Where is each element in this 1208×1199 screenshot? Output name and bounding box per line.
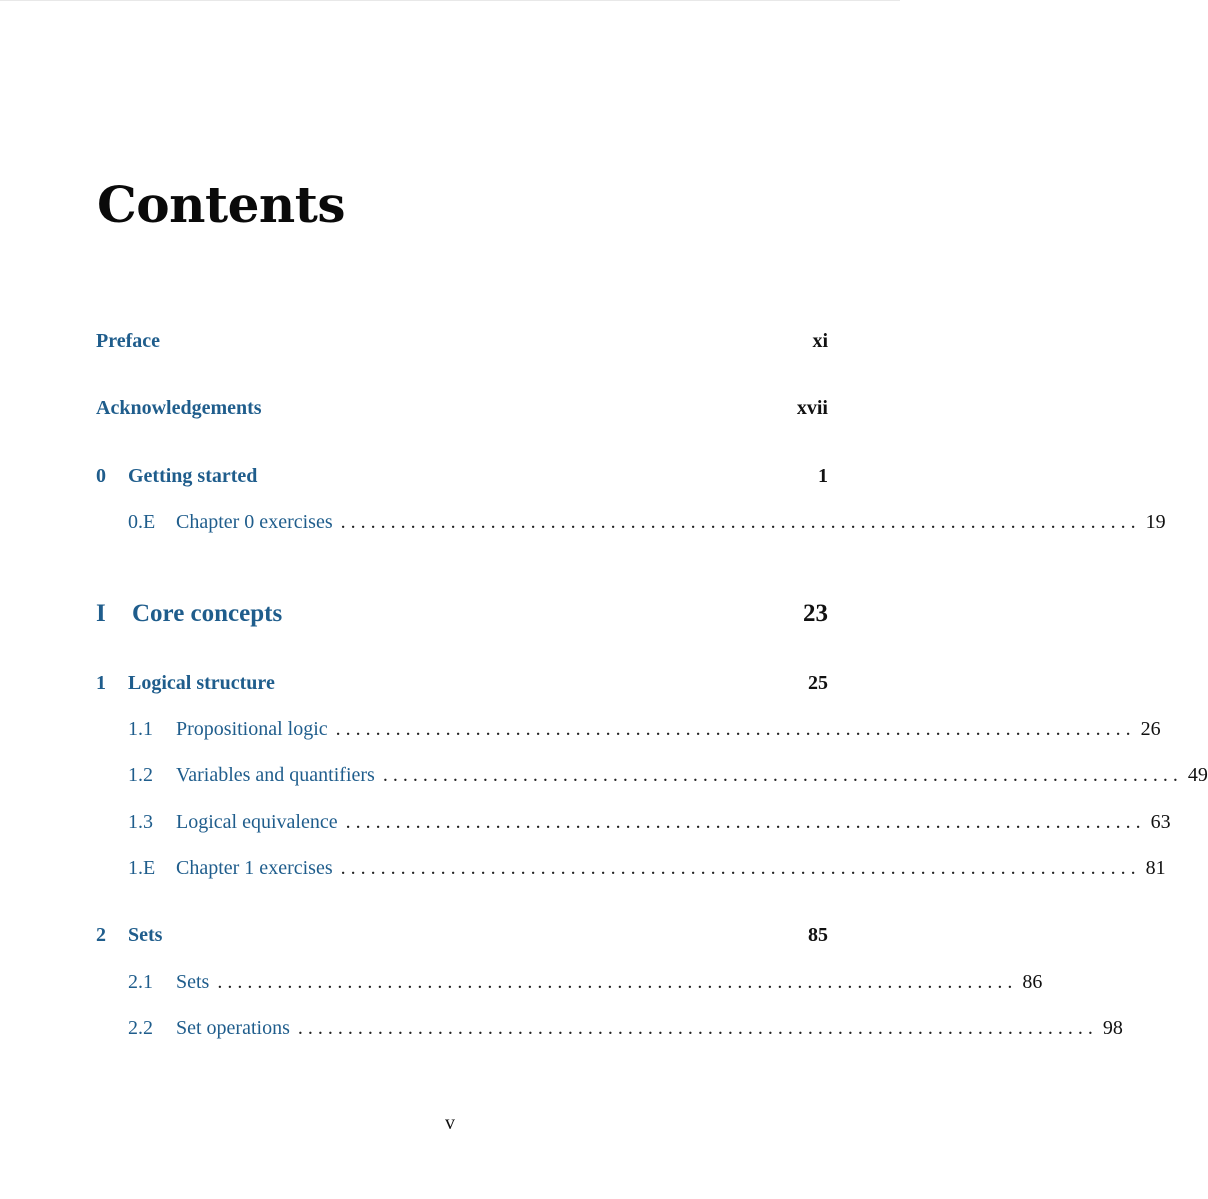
toc-entry-acknowledgements[interactable] bbox=[96, 397, 828, 420]
dot-leader: . . . . . . . . . . . . . . . . . . . . . . . . . . . . . . . . . . . . . . . . . . . . . . . . . . . . . . . . . . . . . . . . . . . . . . . . . . . . . . . . bbox=[345, 811, 1141, 833]
toc-section-page: 49 bbox=[1187, 764, 1208, 786]
toc-part-label[interactable]: Core concepts bbox=[132, 600, 283, 627]
toc-entry-label[interactable]: Acknowledgements bbox=[96, 397, 262, 419]
toc-section-number[interactable]: 1.2 bbox=[128, 764, 153, 786]
toc-section-page: 19 bbox=[1145, 511, 1166, 533]
toc-section[interactable] bbox=[128, 718, 1161, 741]
toc-entry-page: xi bbox=[812, 330, 828, 352]
toc-part-1[interactable] bbox=[96, 600, 828, 628]
toc-section-label[interactable]: Propositional logic bbox=[176, 718, 328, 740]
toc-section[interactable] bbox=[128, 811, 1171, 834]
toc-section-page: 63 bbox=[1150, 811, 1171, 833]
toc-section[interactable] bbox=[128, 857, 1166, 880]
toc-chapter-number[interactable]: 0 bbox=[96, 465, 106, 487]
toc-section-label[interactable]: Set operations bbox=[176, 1017, 290, 1039]
toc-chapter-page: 85 bbox=[808, 924, 828, 946]
toc-section-page: 81 bbox=[1145, 857, 1166, 879]
toc-chapter-page: 25 bbox=[808, 672, 828, 694]
toc-section-number[interactable]: 1.E bbox=[128, 857, 156, 879]
toc-section-number[interactable]: 2.1 bbox=[128, 971, 153, 993]
dot-leader: . . . . . . . . . . . . . . . . . . . . . . . . . . . . . . . . . . . . . . . . . . . . . . . . . . . . . . . . . . . . . . . . . . . . . . . . . . . . . . . . bbox=[335, 718, 1131, 740]
toc-chapter-2[interactable] bbox=[96, 924, 828, 947]
toc-entry-preface[interactable] bbox=[96, 330, 828, 353]
dot-leader: . . . . . . . . . . . . . . . . . . . . . . . . . . . . . . . . . . . . . . . . . . . . . . . . . . . . . . . . . . . . . . . . . . . . . . . . . . . . . . . . bbox=[340, 857, 1136, 879]
toc-chapter-page: 1 bbox=[818, 465, 828, 487]
toc-section-page: 26 bbox=[1140, 718, 1161, 740]
dot-leader: . . . . . . . . . . . . . . . . . . . . . . . . . . . . . . . . . . . . . . . . . . . . . . . . . . . . . . . . . . . . . . . . . . . . . . . . . . . . . . . . bbox=[340, 511, 1136, 533]
toc-chapter-label[interactable]: Getting started bbox=[128, 465, 258, 487]
toc-chapter-1[interactable] bbox=[96, 672, 828, 695]
page-number: v bbox=[445, 1112, 455, 1134]
toc-section[interactable] bbox=[128, 1017, 1123, 1040]
dot-leader: . . . . . . . . . . . . . . . . . . . . . . . . . . . . . . . . . . . . . . . . . . . . . . . . . . . . . . . . . . . . . . . . . . . . . . . . . . . . . . . . bbox=[217, 971, 1013, 993]
toc-section[interactable] bbox=[128, 764, 1208, 787]
toc-section-number[interactable]: 0.E bbox=[128, 511, 156, 533]
toc-section-label[interactable]: Chapter 0 exercises bbox=[176, 511, 333, 533]
toc-chapter-label[interactable]: Logical structure bbox=[128, 672, 275, 694]
toc-section-page: 98 bbox=[1102, 1017, 1123, 1039]
toc-entry-page: xvii bbox=[796, 397, 828, 419]
toc-section-label[interactable]: Logical equivalence bbox=[176, 811, 338, 833]
toc-section-number[interactable]: 1.1 bbox=[128, 718, 153, 740]
toc-section[interactable] bbox=[128, 511, 1166, 534]
toc-section-label[interactable]: Chapter 1 exercises bbox=[176, 857, 333, 879]
toc-section-number[interactable]: 1.3 bbox=[128, 811, 153, 833]
toc-section-label[interactable]: Sets bbox=[176, 971, 210, 993]
toc-entry-label[interactable]: Preface bbox=[96, 330, 161, 352]
toc-chapter-number[interactable]: 1 bbox=[96, 672, 106, 694]
toc-part-number[interactable]: I bbox=[96, 600, 106, 627]
dot-leader: . . . . . . . . . . . . . . . . . . . . . . . . . . . . . . . . . . . . . . . . . . . . . . . . . . . . . . . . . . . . . . . . . . . . . . . . . . . . . . . . bbox=[382, 764, 1178, 786]
toc-chapter-0[interactable] bbox=[96, 465, 828, 488]
toc-section-number[interactable]: 2.2 bbox=[128, 1017, 153, 1039]
toc-chapter-number[interactable]: 2 bbox=[96, 924, 106, 946]
toc-section[interactable] bbox=[128, 971, 1043, 994]
page-title: Contents bbox=[97, 174, 346, 234]
page-top-border bbox=[0, 0, 900, 1]
toc-chapter-label[interactable]: Sets bbox=[128, 924, 163, 946]
toc-section-label[interactable]: Variables and quantifiers bbox=[176, 764, 375, 786]
toc-section-page: 86 bbox=[1022, 971, 1043, 993]
dot-leader: . . . . . . . . . . . . . . . . . . . . . . . . . . . . . . . . . . . . . . . . . . . . . . . . . . . . . . . . . . . . . . . . . . . . . . . . . . . . . . . . bbox=[297, 1017, 1093, 1039]
toc-part-page: 23 bbox=[803, 600, 828, 627]
